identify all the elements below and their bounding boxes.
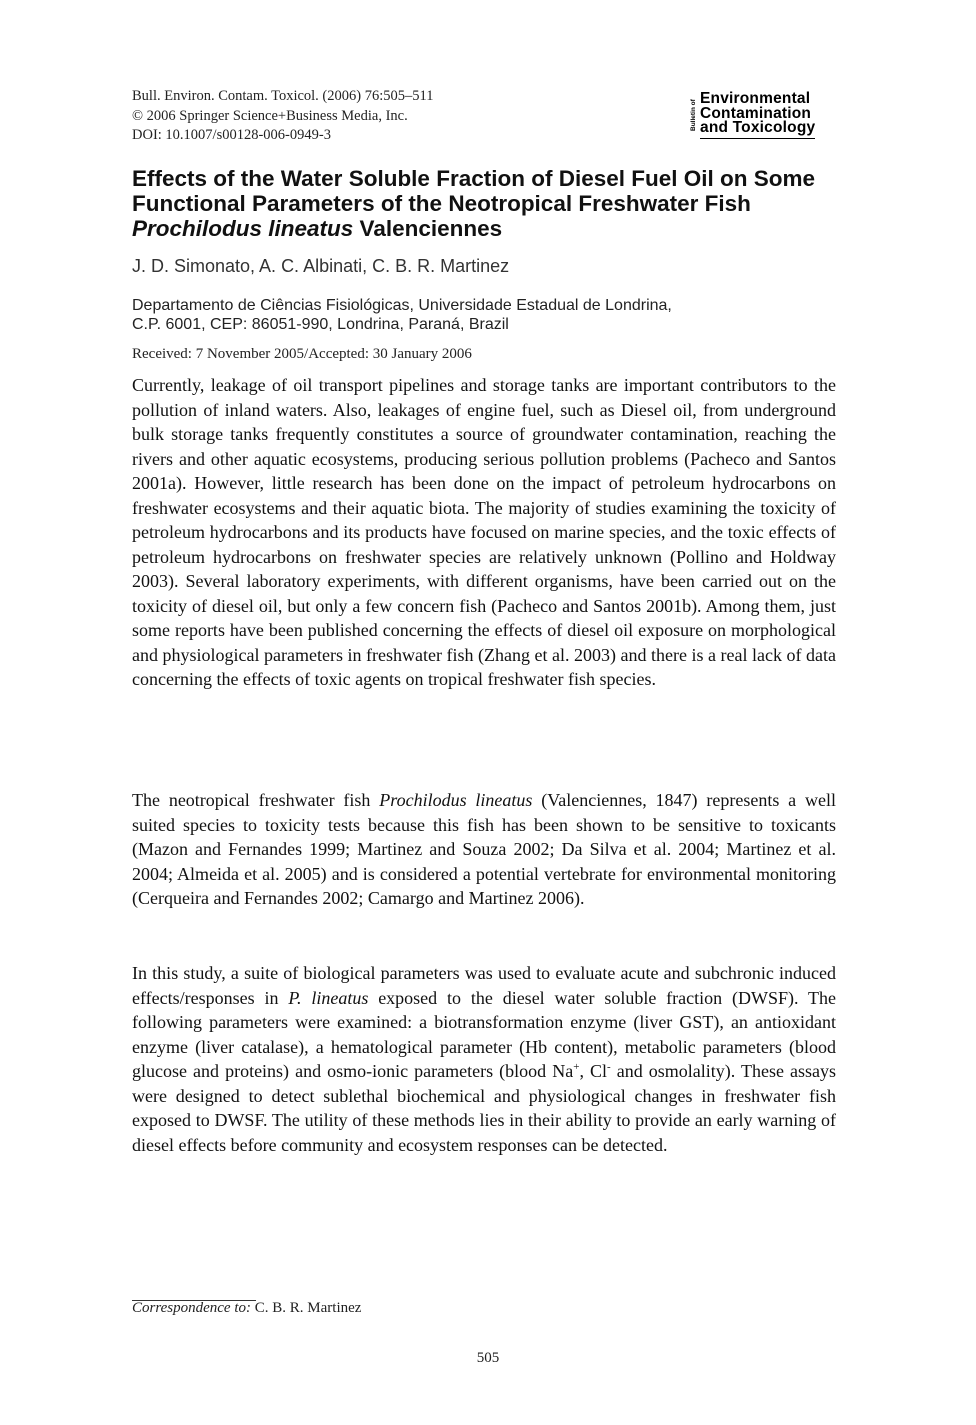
article-title [132, 166, 872, 241]
paragraph-3-part2: exposed to the diesel water soluble fraction (DWSF). The following parameters were examined: a biotransformation enzyme (liver GST), an antioxidant enzyme (liver catalase), a hematological parameter (Hb content), metabolic parameters (blood glucose and proteins) and osmo-ionic parameters (blood Na [132, 987, 836, 1081]
body-paragraph-3 [132, 961, 836, 1157]
paragraph-2-before: The neotropical freshwater fish [132, 790, 380, 810]
footnote-value: C. B. R. Martinez [251, 1300, 362, 1316]
citation-journal: Bull. Environ. Contam. Toxicol. (2006) 76:505–511 [132, 88, 434, 104]
received-dates: Received: 7 November 2005/Accepted: 30 January 2006 [132, 346, 472, 362]
paragraph-3-part3: , Cl [579, 1061, 607, 1081]
journal-logo [690, 92, 856, 144]
citation-doi: DOI: 10.1007/s00128-006-0949-3 [132, 127, 331, 143]
affiliation-line1: Departamento de Ciências Fisiológicas, Universidade Estadual de Londrina, [132, 297, 672, 314]
journal-logo-line3: and Toxicology [700, 119, 816, 136]
paragraph-3-part4: and osmolality). These assays were designed to detect sublethal biochemical and physiological changes in freshwater fish exposed to DWSF. The utility of these methods lies in their ability to provide an early warning of diesel effects before community and ecosystem responses can be detected. [132, 1061, 836, 1155]
affiliation-line2: C.P. 6001, CEP: 86051-990, Londrina, Paraná, Brazil [132, 316, 509, 333]
journal-logo-wordmark [700, 92, 815, 139]
affiliation [132, 296, 672, 334]
authors: J. D. Simonato, A. C. Albinati, C. B. R. Martinez [132, 256, 510, 276]
paragraph-3-part1: In this study, a suite of biological parameters was used to evaluate acute and subchronic induced effects/responses in [132, 963, 836, 1008]
article-title-part1: Effects of the Water Soluble Fraction of Diesel Fuel Oil on Some Functional Parameters of the Neotropical Freshwater Fish [132, 166, 816, 216]
body-paragraph-2 [132, 788, 836, 911]
journal-logo-line2: Contamination [700, 104, 812, 122]
citation-copyright: © 2006 Springer Science+Business Media, Inc. [132, 107, 408, 124]
paragraph-3-species: P. lineatus [288, 987, 369, 1008]
footnote [132, 1300, 361, 1317]
body-paragraph-1: Currently, leakage of oil transport pipelines and storage tanks are important contributors to the pollution of inland waters. Also, leakages of engine fuel, such as Diesel oil, from underground bulk storage tanks frequently constitutes a source of groundwater contamination, reaching the rivers and other aquatic ecosystems, producing serious pollution problems (Pacheco and Santos 2001a). However, little research has been done on the impact of petroleum hydrocarbons on freshwater ecosystems and their aquatic biota. The majority of studies examining the toxicity of petroleum hydrocarbons and its products have focused on marine species, and the toxic effects of petroleum hydrocarbons on freshwater species are relatively unknown (Pollino and Holdway 2003). Several laboratory experiments, with different organisms, have been carried out on the toxicity of diesel oil, but only a few concern fish (Pacheco and Santos 2001b). Among them, just some reports have been published concerning the effects of diesel oil exposure on morphological and physiological parameters in freshwater fish (Zhang et al. 2003) and there is a real lack of data concerning the effects of toxic agents on tropical freshwater fish species. [132, 375, 836, 689]
article-title-species: Prochilodus lineatus [132, 216, 354, 241]
paragraph-3-sup-minus: - [607, 1061, 611, 1073]
footnote-label: Correspondence to: [132, 1300, 252, 1316]
journal-logo-line1: Environmental [700, 90, 811, 107]
paragraph-2-species: Prochilodus lineatus [379, 790, 533, 810]
journal-logo-side-text: Bulletin of [690, 99, 697, 131]
article-title-part2: Valenciennes [353, 216, 503, 241]
paragraph-3-sup-plus: + [573, 1061, 580, 1073]
citation-block [132, 87, 433, 146]
paragraph-2-after: (Valenciennes, 1847) represents a well suited species to toxicity tests because this fish has been shown to be sensitive to toxicants (Mazon and Fernandes 1999; Martinez and Souza 2002; Da Silva et al. 2004; Martinez et al. 2004; Almeida et al. 2005) and is considered a potential vertebrate for environmental monitoring (Cerqueira and Fernandes 2002; Camargo and Martinez 2006). [132, 790, 836, 908]
page-number: 505 [476, 1350, 500, 1366]
